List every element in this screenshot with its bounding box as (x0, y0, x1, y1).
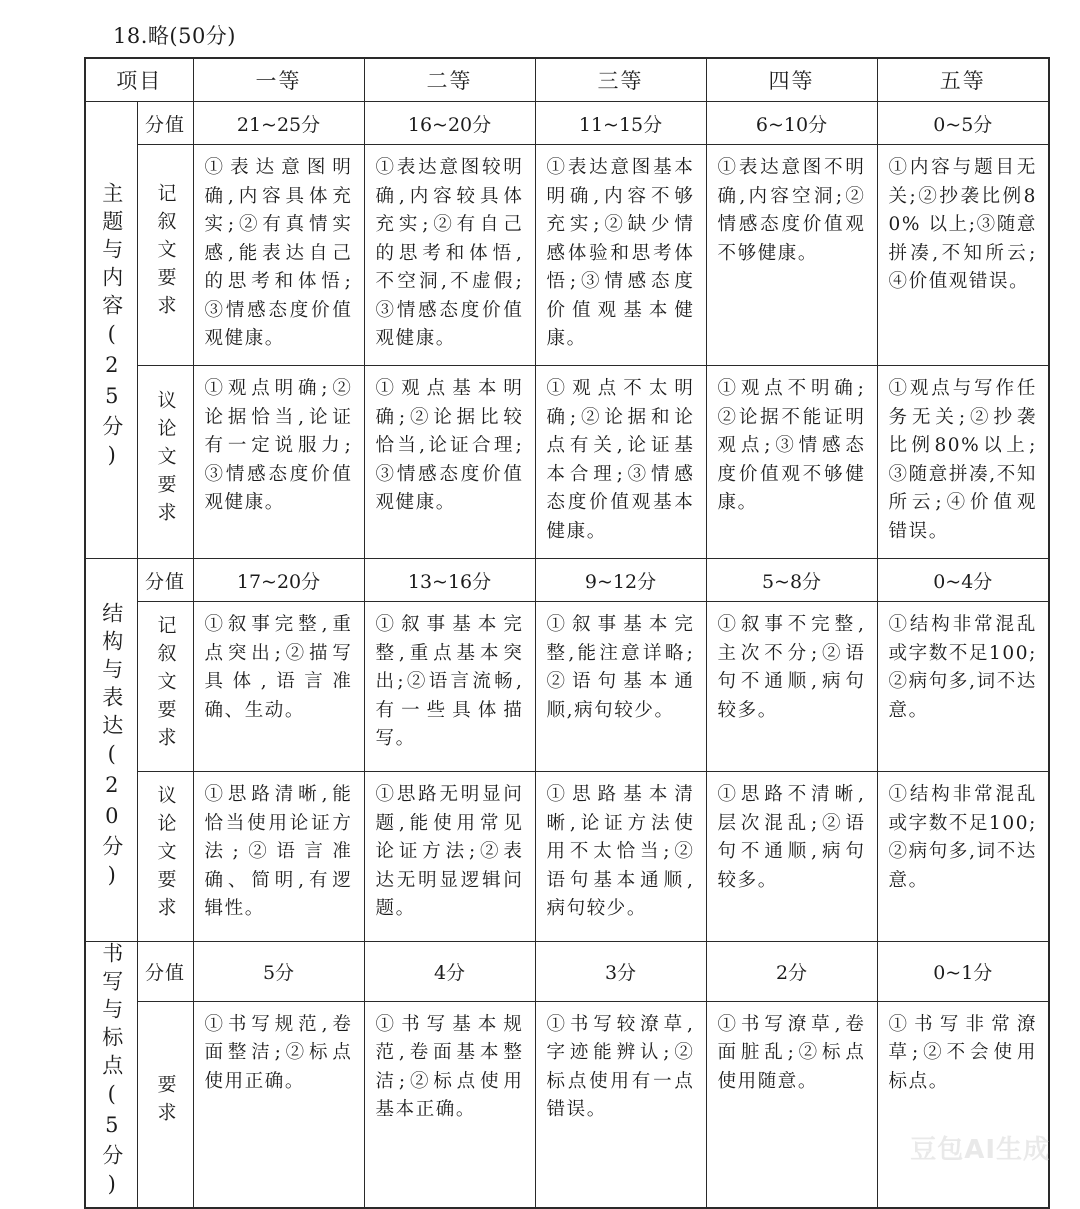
category-label: 书写与标点(5分) (99, 942, 124, 1203)
score-label: 分值 (137, 559, 193, 602)
header-level-2: 二等 (364, 58, 535, 102)
criteria-cell: ①表达意图明确,内容具体充实;②有真情实感,能表达自己的思考和体悟;③情感态度价值观健康。 (193, 145, 364, 366)
watermark: 豆包AI生成 (910, 1135, 1050, 1165)
criteria-cell: ①书写规范,卷面整洁;②标点使用正确。 (193, 1001, 364, 1208)
criteria-cell: ①观点明确;②论据恰当,论证有一定说服力;③情感态度价值观健康。 (193, 366, 364, 559)
subtype-cell (137, 1001, 193, 1208)
criteria-cell: ①表达意图较明确,内容较具体充实;②有自己的思考和体悟,不空洞,不虚假;③情感态度价值观健康。 (364, 145, 535, 366)
header-row (85, 58, 1049, 102)
score-cell: 0~4分 (877, 559, 1049, 602)
score-row (85, 102, 1049, 145)
score-cell: 5~8分 (706, 559, 877, 602)
criteria-cell: ①观点不明确;②论据不能证明观点;③情感态度价值观不够健康。 (706, 366, 877, 559)
criteria-row (85, 145, 1049, 366)
score-cell: 3分 (535, 942, 706, 1002)
criteria-cell: ①结构非常混乱或字数不足100;②病句多,词不达意。 (877, 602, 1049, 772)
criteria-cell: ①书写基本规范,卷面基本整洁;②标点使用基本正确。 (364, 1001, 535, 1208)
score-cell: 2分 (706, 942, 877, 1002)
criteria-cell: ①书写较潦草,字迹能辨认;②标点使用有一点错误。 (535, 1001, 706, 1208)
header-item: 项目 (85, 58, 193, 102)
subtype-label: 要求 (154, 1074, 177, 1131)
criteria-cell: ①叙事不完整,主次不分;②语句不通顺,病句较多。 (706, 602, 877, 772)
score-cell: 21~25分 (193, 102, 364, 145)
criteria-cell: ①结构非常混乱或字数不足100;②病句多,词不达意。 (877, 772, 1049, 942)
subtype-label: 议论文要求 (154, 390, 177, 530)
subtype-label: 记叙文要求 (154, 183, 177, 323)
score-label: 分值 (137, 102, 193, 145)
score-cell: 0~1分 (877, 942, 1049, 1002)
criteria-cell: ①表达意图不明确,内容空洞;②情感态度价值观不够健康。 (706, 145, 877, 366)
grading-rubric-table (84, 57, 1050, 1209)
criteria-row (85, 772, 1049, 942)
criteria-cell: ①叙事基本完整,能注意详略;②语句基本通顺,病句较少。 (535, 602, 706, 772)
criteria-row (85, 1001, 1049, 1208)
header-level-3: 三等 (535, 58, 706, 102)
question-heading: 18.略(50分) (113, 24, 237, 48)
criteria-cell: ①叙事完整,重点突出;②描写具体,语言准确、生动。 (193, 602, 364, 772)
subtype-cell (137, 772, 193, 942)
criteria-cell: ①思路不清晰,层次混乱;②语句不通顺,病句较多。 (706, 772, 877, 942)
score-cell: 6~10分 (706, 102, 877, 145)
score-row (85, 942, 1049, 1002)
criteria-cell: ①叙事基本完整,重点基本突出;②语言流畅,有一些具体描写。 (364, 602, 535, 772)
score-cell: 11~15分 (535, 102, 706, 145)
category-cell (85, 102, 137, 559)
criteria-cell: ①观点不太明确;②论据和论点有关,论证基本合理;③情感态度价值观基本健康。 (535, 366, 706, 559)
subtype-cell (137, 602, 193, 772)
category-label: 主题与内容(25分) (99, 182, 124, 474)
criteria-row (85, 602, 1049, 772)
subtype-label: 议论文要求 (154, 784, 177, 925)
score-cell: 0~5分 (877, 102, 1049, 145)
header-level-1: 一等 (193, 58, 364, 102)
criteria-cell: ①观点基本明确;②论据比较恰当,论证合理;③情感态度价值观健康。 (364, 366, 535, 559)
category-cell (85, 942, 137, 1209)
score-cell: 13~16分 (364, 559, 535, 602)
score-cell: 5分 (193, 942, 364, 1002)
score-cell: 4分 (364, 942, 535, 1002)
subtype-cell (137, 366, 193, 559)
criteria-cell: ①思路基本清晰,论证方法使用不太恰当;②语句基本通顺,病句较少。 (535, 772, 706, 942)
score-label: 分值 (137, 942, 193, 1002)
header-level-5: 五等 (877, 58, 1049, 102)
criteria-cell: ①内容与题目无关;②抄袭比例80% 以上;③随意拼凑,不知所云;④价值观错误。 (877, 145, 1049, 366)
category-label: 结构与表达(20分) (99, 602, 124, 894)
header-level-4: 四等 (706, 58, 877, 102)
subtype-label: 记叙文要求 (154, 614, 177, 755)
criteria-cell: ①观点与写作任务无关;②抄袭比例80%以上;③随意拼凑,不知所云;④价值观错误。 (877, 366, 1049, 559)
category-cell (85, 559, 137, 942)
criteria-cell: ①表达意图基本明确,内容不够充实;②缺少情感体验和思考体悟;③情感态度价值观基本健康。 (535, 145, 706, 366)
score-cell: 16~20分 (364, 102, 535, 145)
criteria-cell: ①思路清晰,能恰当使用论证方法;②语言准确、简明,有逻辑性。 (193, 772, 364, 942)
score-cell: 17~20分 (193, 559, 364, 602)
criteria-cell: ①书写非常潦草;②不会使用标点。 (877, 1001, 1049, 1208)
score-row (85, 559, 1049, 602)
criteria-cell: ①思路无明显问题,能使用常见论证方法;②表达无明显逻辑问题。 (364, 772, 535, 942)
subtype-cell (137, 145, 193, 366)
score-cell: 9~12分 (535, 559, 706, 602)
criteria-cell: ①书写潦草,卷面脏乱;②标点使用随意。 (706, 1001, 877, 1208)
criteria-row (85, 366, 1049, 559)
